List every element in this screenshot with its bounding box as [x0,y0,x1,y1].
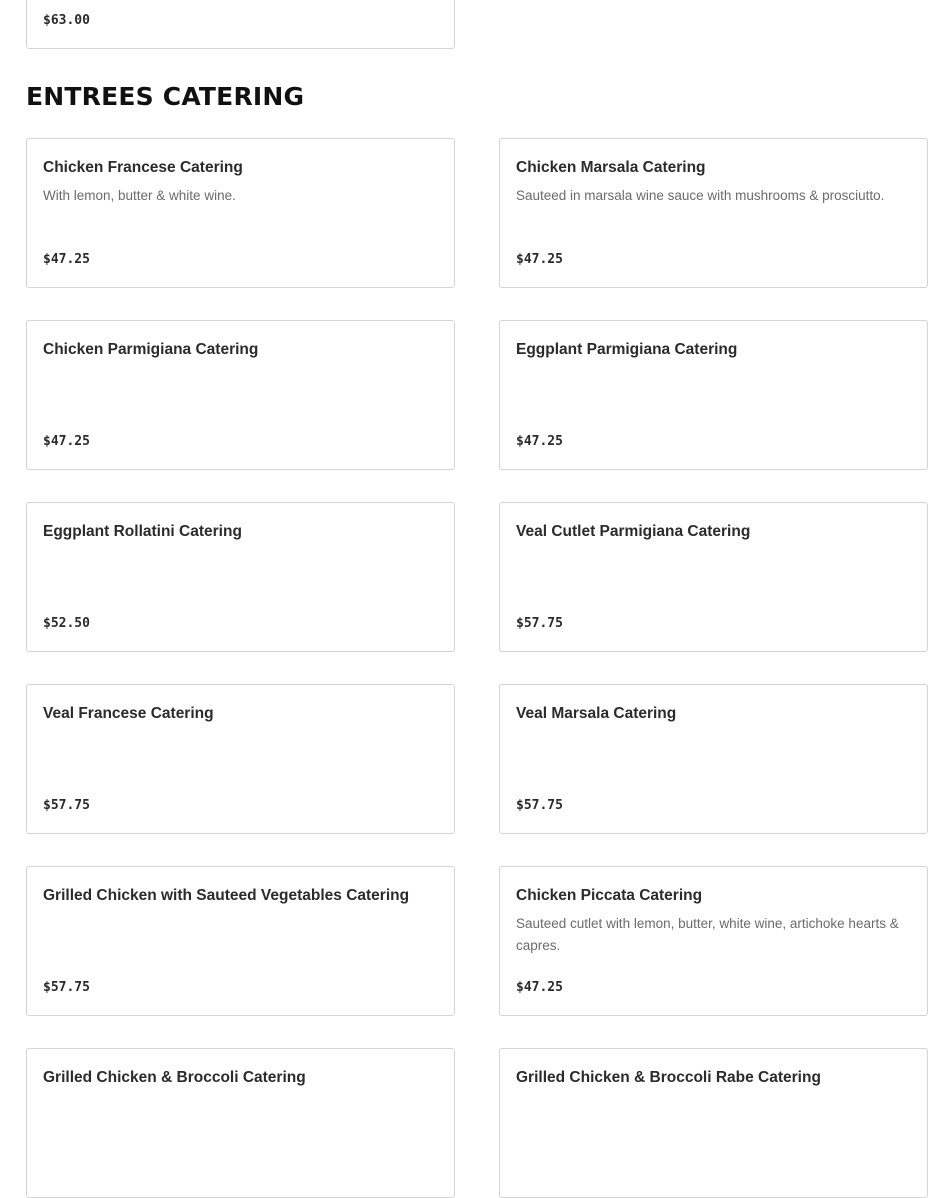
item-price: $47.25 [516,252,563,267]
menu-item-card[interactable] [499,138,928,288]
menu-item-card[interactable] [26,866,455,1016]
item-price: $47.25 [516,434,563,449]
item-price: $47.25 [43,252,90,267]
item-name: Chicken Piccata Catering [516,887,703,904]
item-name: Grilled Chicken with Sauteed Vegetables Catering [43,887,410,904]
menu-item-card[interactable] [499,684,928,834]
item-price: $57.75 [516,798,563,813]
item-name: Eggplant Rollatini Catering [43,523,242,540]
item-description: With lemon, butter & white wine. [43,188,236,203]
menu-item-card[interactable] [26,684,455,834]
menu-item-card[interactable] [499,502,928,652]
item-name: Chicken Parmigiana Catering [43,341,259,358]
item-name: Veal Marsala Catering [516,705,677,722]
menu-item-card[interactable] [499,320,928,470]
item-name: Eggplant Parmigiana Catering [516,341,738,358]
menu-item-card[interactable] [499,1048,928,1198]
menu-item-card[interactable] [26,1048,455,1198]
item-price: $57.75 [43,980,90,995]
menu-item-card[interactable] [26,320,455,470]
item-name: Grilled Chicken & Broccoli Catering [43,1069,306,1086]
menu-item-card[interactable] [26,502,455,652]
item-name: Veal Francese Catering [43,705,214,722]
item-name: Chicken Francese Catering [43,159,243,176]
item-price: $57.75 [516,616,563,631]
item-name: Chicken Marsala Catering [516,159,706,176]
item-price: $57.75 [43,798,90,813]
item-price: $47.25 [43,434,90,449]
item-name: Grilled Chicken & Broccoli Rabe Catering [516,1069,821,1086]
item-description: Sauteed cutlet with lemon, butter, white wine, artichoke hearts & capres. [516,916,899,953]
menu-item-card[interactable] [499,866,928,1016]
menu-item-card[interactable] [26,138,455,288]
item-price: $52.50 [43,616,90,631]
item-description: Sauteed in marsala wine sauce with mushrooms & prosciutto. [516,188,885,203]
item-price: $47.25 [516,980,563,995]
section-title: ENTREES CATERING [26,82,305,111]
menu-item-card[interactable] [26,0,455,49]
item-price: $63.00 [43,13,90,28]
item-name: Veal Cutlet Parmigiana Catering [516,523,751,540]
